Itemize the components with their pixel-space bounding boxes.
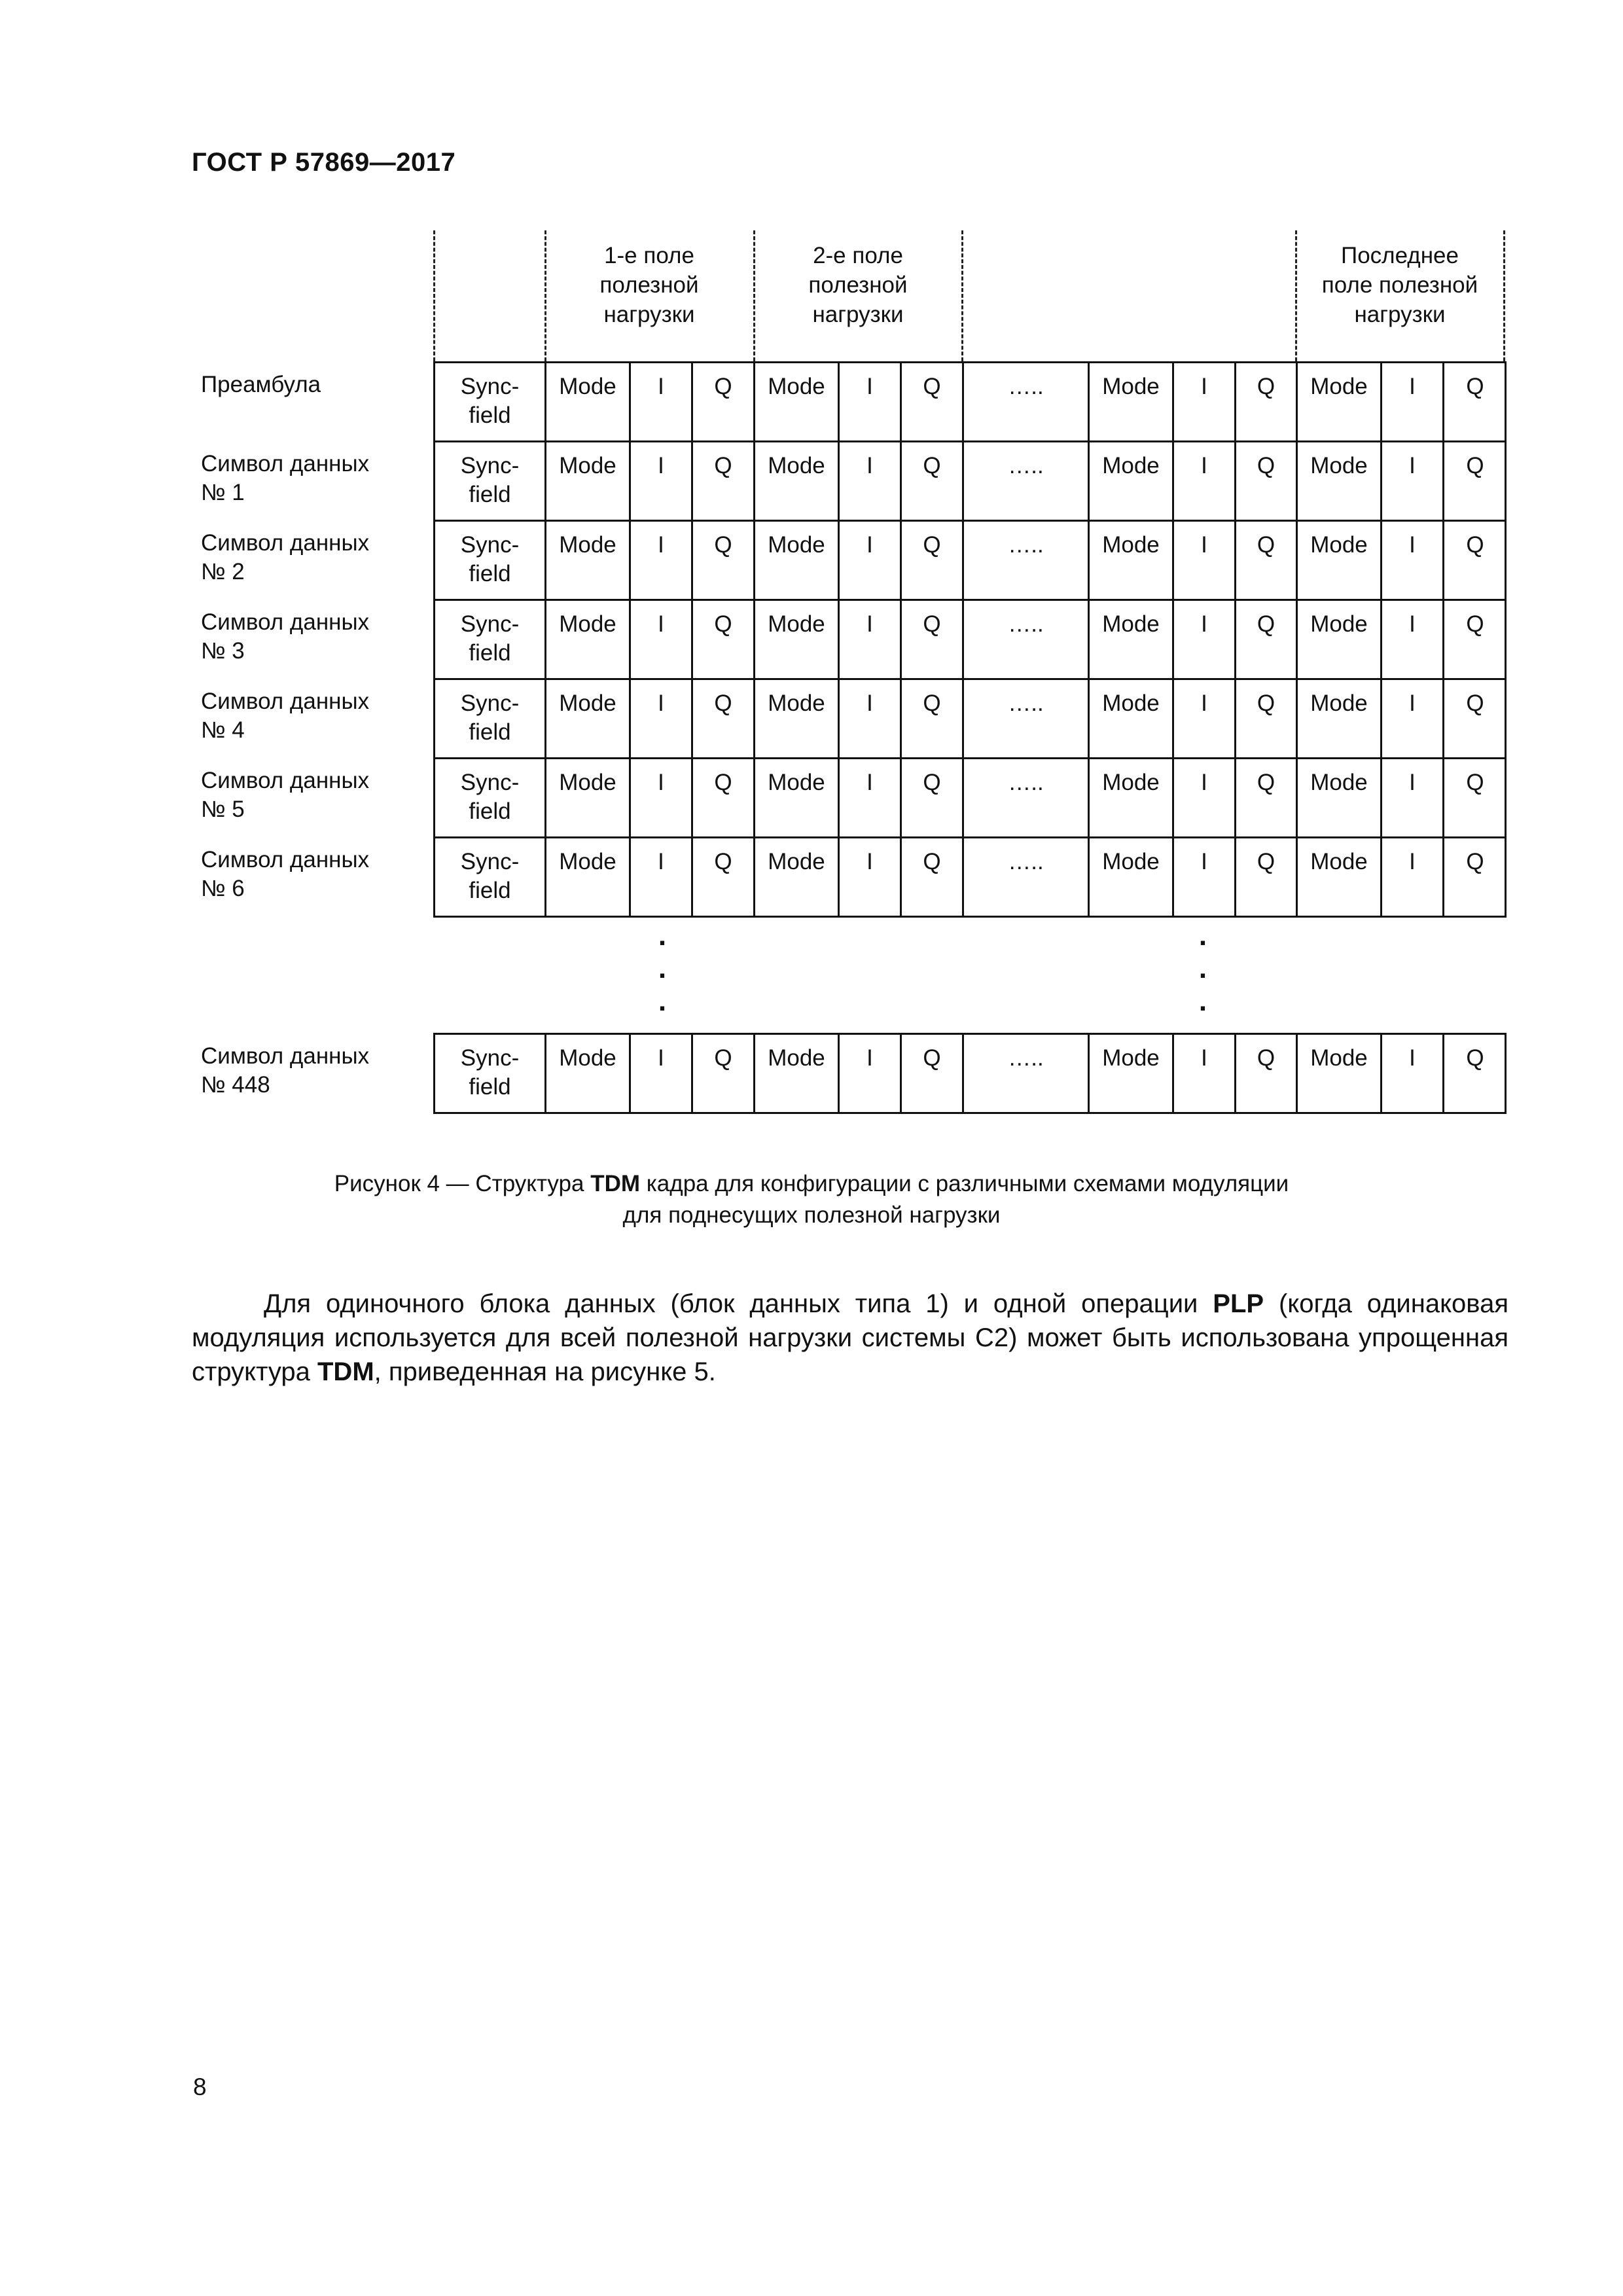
i-cell: I	[840, 838, 902, 916]
q-cell: Q	[693, 363, 755, 440]
vertical-ellipsis: . . .	[1198, 920, 1207, 1017]
i-cell: I	[1382, 680, 1444, 757]
mode-cell: Mode	[755, 1035, 840, 1112]
q-cell: Q	[693, 442, 755, 520]
frame-row	[433, 836, 1507, 918]
i-cell: I	[1382, 838, 1444, 916]
i-cell: I	[1174, 759, 1236, 836]
i-cell: I	[631, 363, 693, 440]
vertical-ellipsis: . . .	[658, 920, 667, 1017]
body-paragraph: Для одиночного блока данных (блок данных типа 1) и одной операции PLP (когда одинаковая модуляция используется для всей полезной нагрузки системы C2) может быть использована упрощенная структура TDM, приведенная на рисунке 5.	[192, 1289, 1508, 1386]
mode-cell: Mode	[546, 363, 631, 440]
ellipsis-cell: …..	[964, 759, 1090, 836]
row-label: Символ данных № 1	[201, 451, 370, 505]
q-cell: Q	[1466, 532, 1484, 558]
sync-cell: Sync- field	[435, 680, 546, 757]
i-cell: I	[1174, 838, 1236, 916]
row-label: Символ данных № 448	[201, 1043, 370, 1098]
mode-cell: Mode	[546, 759, 631, 836]
q-cell: Q	[1236, 601, 1298, 678]
ellipsis-cell: …..	[964, 680, 1090, 757]
i-cell: I	[631, 442, 693, 520]
q-cell: Q	[693, 601, 755, 678]
i-cell: I	[1174, 442, 1236, 520]
i-cell: I	[1382, 522, 1444, 599]
mode-cell: Mode	[755, 680, 840, 757]
ellipsis-cell: …..	[964, 442, 1090, 520]
sync-cell: Sync- field	[435, 442, 546, 520]
mode-cell: Mode	[1090, 363, 1174, 440]
sync-cell: Sync- field	[435, 601, 546, 678]
mode-cell: Mode	[755, 363, 840, 440]
i-cell: I	[631, 759, 693, 836]
q-cell: Q	[902, 838, 964, 916]
ellipsis-cell: …..	[964, 838, 1090, 916]
mode-cell: Mode	[755, 838, 840, 916]
mode-cell: Mode	[1298, 838, 1382, 916]
i-cell: I	[1174, 1035, 1236, 1112]
mode-cell: Mode	[1298, 442, 1382, 520]
q-cell: Q	[902, 363, 964, 440]
sync-cell: Sync- field	[435, 759, 546, 836]
mode-cell: Mode	[1298, 759, 1382, 836]
figure-caption: Рисунок 4 — Структура TDM кадра для конфигурации с различными схемами модуляции для поднесущих полезной нагрузки	[334, 1171, 1289, 1228]
frame-row	[433, 520, 1507, 601]
q-cell: Q	[693, 1035, 755, 1112]
q-cell: Q	[1236, 759, 1298, 836]
frame-row	[433, 440, 1507, 522]
q-cell: Q	[902, 1035, 964, 1112]
q-cell: Q	[1236, 1035, 1298, 1112]
document-header: ГОСТ Р 57869—2017	[192, 148, 456, 177]
mode-cell: Mode	[1090, 838, 1174, 916]
q-cell: Q	[902, 680, 964, 757]
i-cell: I	[631, 522, 693, 599]
row-label: Символ данных № 3	[201, 609, 370, 664]
mode-cell: Mode	[1090, 601, 1174, 678]
mode-cell: Mode	[546, 1035, 631, 1112]
i-cell: I	[631, 838, 693, 916]
q-cell: Q	[1466, 849, 1484, 874]
i-cell: I	[1382, 363, 1444, 440]
mode-cell: Mode	[546, 442, 631, 520]
q-cell: Q	[1466, 374, 1484, 399]
frame-row	[433, 678, 1507, 759]
i-cell: I	[840, 522, 902, 599]
field-header-first: 1-е поле полезной нагрузки	[599, 243, 699, 327]
mode-cell: Mode	[1090, 759, 1174, 836]
i-cell: I	[840, 680, 902, 757]
row-label: Символ данных № 4	[201, 689, 370, 743]
q-cell: Q	[1466, 691, 1484, 716]
mode-cell: Mode	[755, 601, 840, 678]
frame-row	[433, 361, 1507, 442]
i-cell: I	[1382, 1035, 1444, 1112]
mode-cell: Mode	[546, 680, 631, 757]
row-label: Символ данных № 5	[201, 768, 370, 822]
mode-cell: Mode	[1298, 363, 1382, 440]
row-label: Символ данных № 6	[201, 847, 370, 901]
mode-cell: Mode	[546, 601, 631, 678]
q-cell: Q	[902, 442, 964, 520]
q-cell: Q	[1236, 442, 1298, 520]
mode-cell: Mode	[1090, 442, 1174, 520]
sync-cell: Sync- field	[435, 1035, 546, 1112]
mode-cell: Mode	[1298, 522, 1382, 599]
q-cell: Q	[693, 759, 755, 836]
row-label: Преамбула	[201, 372, 321, 397]
i-cell: I	[1382, 601, 1444, 678]
mode-cell: Mode	[1298, 680, 1382, 757]
page-number: 8	[193, 2073, 207, 2100]
mode-cell: Mode	[755, 759, 840, 836]
i-cell: I	[840, 1035, 902, 1112]
ellipsis-cell: …..	[964, 363, 1090, 440]
q-cell: Q	[902, 759, 964, 836]
mode-cell: Mode	[546, 838, 631, 916]
q-cell: Q	[693, 522, 755, 599]
q-cell: Q	[1236, 680, 1298, 757]
ellipsis-cell: …..	[964, 1035, 1090, 1112]
q-cell: Q	[1466, 1045, 1484, 1071]
mode-cell: Mode	[1298, 601, 1382, 678]
i-cell: I	[840, 363, 902, 440]
sync-cell: Sync- field	[435, 363, 546, 440]
i-cell: I	[1174, 363, 1236, 440]
i-cell: I	[840, 759, 902, 836]
header-divider	[433, 230, 435, 361]
ellipsis-cell: …..	[964, 522, 1090, 599]
q-cell: Q	[1466, 770, 1484, 795]
q-cell: Q	[1466, 453, 1484, 478]
sync-cell: Sync- field	[435, 838, 546, 916]
q-cell: Q	[1236, 363, 1298, 440]
mode-cell: Mode	[1090, 1035, 1174, 1112]
q-cell: Q	[693, 680, 755, 757]
q-cell: Q	[1466, 611, 1484, 637]
i-cell: I	[1382, 442, 1444, 520]
field-header-last: Последнее поле полезной нагрузки	[1321, 243, 1478, 327]
q-cell: Q	[1236, 522, 1298, 599]
i-cell: I	[840, 601, 902, 678]
i-cell: I	[631, 1035, 693, 1112]
i-cell: I	[631, 601, 693, 678]
i-cell: I	[631, 680, 693, 757]
i-cell: I	[840, 442, 902, 520]
mode-cell: Mode	[546, 522, 631, 599]
frame-row	[433, 599, 1507, 680]
sync-cell: Sync- field	[435, 522, 546, 599]
i-cell: I	[1174, 601, 1236, 678]
i-cell: I	[1174, 522, 1236, 599]
i-cell: I	[1382, 759, 1444, 836]
mode-cell: Mode	[1090, 522, 1174, 599]
mode-cell: Mode	[755, 522, 840, 599]
frame-row	[433, 757, 1507, 838]
mode-cell: Mode	[1090, 680, 1174, 757]
row-label: Символ данных № 2	[201, 530, 370, 584]
i-cell: I	[1174, 680, 1236, 757]
field-header-second: 2-е поле полезной нагрузки	[808, 243, 908, 327]
q-cell: Q	[693, 838, 755, 916]
mode-cell: Mode	[755, 442, 840, 520]
ellipsis-cell: …..	[964, 601, 1090, 678]
q-cell: Q	[1236, 838, 1298, 916]
mode-cell: Mode	[1298, 1035, 1382, 1112]
q-cell: Q	[902, 601, 964, 678]
frame-row	[433, 1033, 1507, 1114]
q-cell: Q	[902, 522, 964, 599]
